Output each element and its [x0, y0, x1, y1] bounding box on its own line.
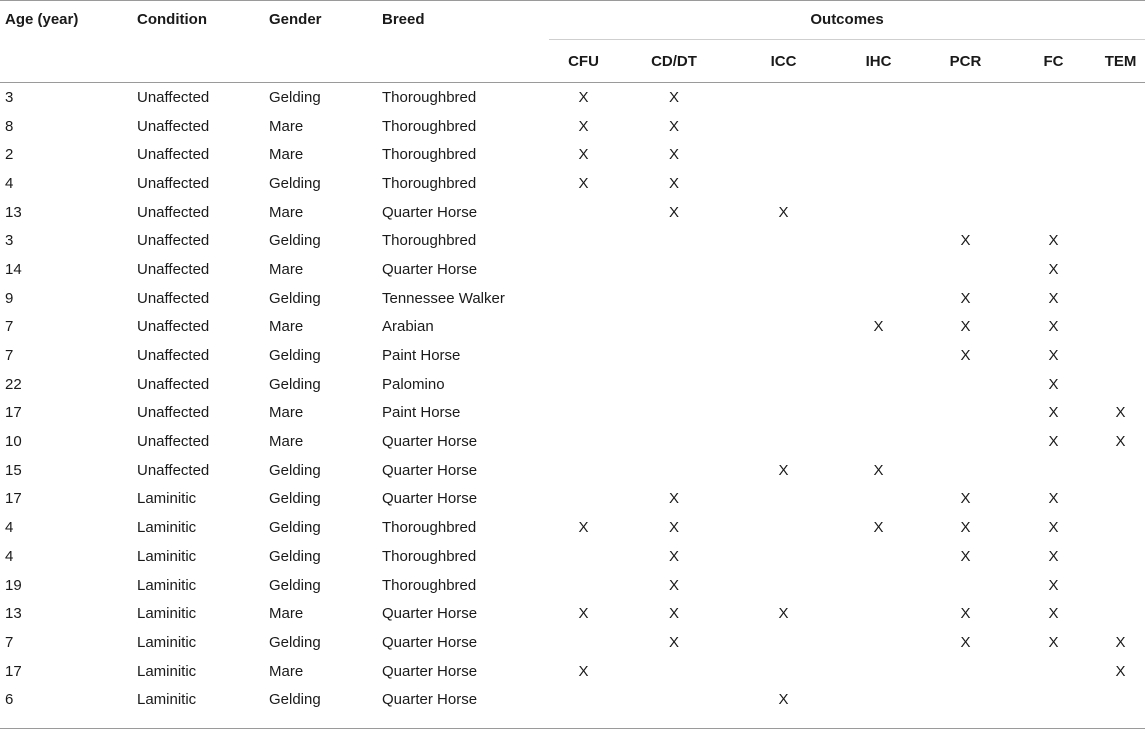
cell-cfu: X [578, 519, 589, 537]
cell-cfu [549, 313, 618, 342]
cell-icc [730, 83, 837, 112]
cell-gender: Mare [269, 318, 304, 336]
cell-icc [730, 571, 837, 600]
cell-tem [1096, 284, 1145, 313]
cell-age: 9 [5, 289, 14, 307]
cell-tem [1096, 513, 1145, 542]
table-row [0, 456, 1145, 485]
cell-cd-dt [618, 370, 730, 399]
cell-icc [730, 485, 837, 514]
header-cfu: CFU [568, 52, 599, 70]
table-row [0, 226, 1145, 255]
table-row [0, 284, 1145, 313]
cell-breed: Arabian [382, 318, 434, 336]
cell-breed: Quarter Horse [382, 662, 478, 680]
cell-gender: Gelding [269, 347, 321, 365]
cell-gender: Mare [269, 605, 304, 623]
cell-pcr [920, 571, 1011, 600]
cell-pcr: X [960, 289, 971, 307]
header-condition: Condition [137, 11, 207, 29]
cell-icc [730, 427, 837, 456]
cell-gender: Gelding [269, 174, 321, 192]
cell-tem [1096, 685, 1145, 714]
cell-cd-dt [618, 255, 730, 284]
cell-pcr [920, 255, 1011, 284]
cell-tem: X [1115, 404, 1126, 422]
header-pcr: PCR [949, 52, 982, 70]
table-row [0, 83, 1145, 112]
cell-fc: X [1048, 576, 1059, 594]
cell-breed: Quarter Horse [382, 461, 478, 479]
cell-cd-dt: X [668, 547, 679, 565]
cell-condition: Unaffected [137, 203, 210, 221]
cell-cd-dt: X [668, 88, 679, 106]
cell-pcr [920, 198, 1011, 227]
cell-pcr [920, 399, 1011, 428]
cell-breed: Quarter Horse [382, 605, 478, 623]
cell-cfu [549, 255, 618, 284]
cell-fc [1011, 657, 1096, 686]
cell-ihc [837, 370, 920, 399]
cell-icc [730, 341, 837, 370]
cell-pcr [920, 427, 1011, 456]
cell-icc: X [778, 605, 789, 623]
header-breed: Breed [382, 11, 425, 29]
cell-age: 4 [5, 174, 14, 192]
cell-cfu [549, 571, 618, 600]
cell-condition: Laminitic [137, 547, 197, 565]
cell-cfu [549, 542, 618, 571]
cell-cfu: X [578, 662, 589, 680]
cell-fc: X [1048, 375, 1059, 393]
cell-age: 17 [5, 662, 22, 680]
cell-cd-dt [618, 341, 730, 370]
cell-cd-dt: X [668, 490, 679, 508]
header-age: Age (year) [5, 11, 79, 29]
cell-fc: X [1048, 289, 1059, 307]
table-row [0, 513, 1145, 542]
cell-cfu [549, 284, 618, 313]
cell-breed: Quarter Horse [382, 633, 478, 651]
table-row [0, 628, 1145, 657]
cell-gender: Gelding [269, 232, 321, 250]
cell-cd-dt: X [668, 633, 679, 651]
cell-age: 13 [5, 605, 22, 623]
cell-condition: Unaffected [137, 174, 210, 192]
header-ihc: IHC [865, 52, 892, 70]
cell-tem: X [1115, 633, 1126, 651]
cell-age: 17 [5, 404, 22, 422]
cell-cfu: X [578, 88, 589, 106]
cell-breed: Quarter Horse [382, 490, 478, 508]
table-row [0, 169, 1145, 198]
header-icc: ICC [770, 52, 797, 70]
cell-breed: Thoroughbred [382, 547, 477, 565]
cell-age: 6 [5, 691, 14, 709]
cell-fc: X [1048, 547, 1059, 565]
cell-fc: X [1048, 260, 1059, 278]
cell-condition: Unaffected [137, 318, 210, 336]
cell-pcr [920, 83, 1011, 112]
table-row [0, 657, 1145, 686]
cell-ihc [837, 685, 920, 714]
cell-fc: X [1048, 433, 1059, 451]
cell-age: 7 [5, 633, 14, 651]
cell-fc [1011, 685, 1096, 714]
cell-tem [1096, 198, 1145, 227]
cell-fc [1011, 140, 1096, 169]
cell-gender: Mare [269, 146, 304, 164]
cell-cd-dt [618, 313, 730, 342]
cell-breed: Thoroughbred [382, 117, 477, 135]
cell-pcr: X [960, 232, 971, 250]
cell-age: 2 [5, 146, 14, 164]
cell-icc [730, 513, 837, 542]
cell-ihc [837, 198, 920, 227]
cell-condition: Unaffected [137, 433, 210, 451]
cell-condition: Unaffected [137, 461, 210, 479]
cell-condition: Laminitic [137, 633, 197, 651]
cell-cfu [549, 456, 618, 485]
cell-ihc [837, 399, 920, 428]
table-row [0, 198, 1145, 227]
cell-cfu [549, 628, 618, 657]
cell-pcr [920, 370, 1011, 399]
cell-pcr [920, 140, 1011, 169]
header-spacer [0, 40, 137, 83]
cell-cd-dt: X [668, 605, 679, 623]
table-row [0, 571, 1145, 600]
table-row [0, 140, 1145, 169]
cell-ihc [837, 140, 920, 169]
header-tem: TEM [1104, 52, 1137, 70]
cell-condition: Laminitic [137, 662, 197, 680]
cell-tem [1096, 485, 1145, 514]
cell-ihc [837, 628, 920, 657]
cell-fc: X [1048, 490, 1059, 508]
table-row [0, 427, 1145, 456]
cell-icc [730, 284, 837, 313]
cell-tem [1096, 542, 1145, 571]
cell-age: 4 [5, 519, 14, 537]
cell-breed: Palomino [382, 375, 445, 393]
table-row [0, 599, 1145, 628]
cell-gender: Mare [269, 203, 304, 221]
cell-icc [730, 140, 837, 169]
cell-age: 14 [5, 260, 22, 278]
cell-age: 4 [5, 547, 14, 565]
cell-pcr: X [960, 347, 971, 365]
cell-cfu: X [578, 605, 589, 623]
table-row [0, 341, 1145, 370]
cell-breed: Thoroughbred [382, 232, 477, 250]
table-row [0, 370, 1145, 399]
cell-cd-dt [618, 399, 730, 428]
header-row-outcomes [0, 40, 1145, 83]
cell-gender: Gelding [269, 633, 321, 651]
cell-ihc [837, 341, 920, 370]
cell-fc: X [1048, 232, 1059, 250]
cell-condition: Unaffected [137, 260, 210, 278]
cell-cfu [549, 226, 618, 255]
cell-fc: X [1048, 347, 1059, 365]
cell-age: 13 [5, 203, 22, 221]
cell-ihc: X [873, 318, 884, 336]
cell-cd-dt: X [668, 146, 679, 164]
cell-condition: Unaffected [137, 404, 210, 422]
cell-icc [730, 169, 837, 198]
cell-ihc [837, 542, 920, 571]
cell-tem [1096, 571, 1145, 600]
cell-fc: X [1048, 404, 1059, 422]
cell-tem [1096, 599, 1145, 628]
cell-fc: X [1048, 605, 1059, 623]
header-fc: FC [1043, 52, 1064, 70]
cell-cd-dt: X [668, 117, 679, 135]
cell-tem [1096, 313, 1145, 342]
cell-cfu [549, 370, 618, 399]
cell-breed: Quarter Horse [382, 203, 478, 221]
cell-age: 3 [5, 88, 14, 106]
cell-gender: Gelding [269, 289, 321, 307]
cell-ihc [837, 169, 920, 198]
cell-cd-dt: X [668, 519, 679, 537]
cell-breed: Thoroughbred [382, 519, 477, 537]
cell-fc [1011, 198, 1096, 227]
cell-ihc [837, 284, 920, 313]
cell-breed: Thoroughbred [382, 576, 477, 594]
table-row [0, 685, 1145, 714]
table-body [0, 83, 1145, 715]
cell-tem: X [1115, 433, 1126, 451]
header-gender: Gender [269, 11, 322, 29]
cell-gender: Gelding [269, 576, 321, 594]
cell-tem [1096, 112, 1145, 141]
cell-fc: X [1048, 633, 1059, 651]
header-outcomes: Outcomes [549, 0, 1145, 40]
cell-ihc [837, 255, 920, 284]
cell-ihc [837, 657, 920, 686]
cell-cd-dt [618, 657, 730, 686]
cell-cd-dt [618, 456, 730, 485]
cell-condition: Laminitic [137, 519, 197, 537]
cell-fc: X [1048, 318, 1059, 336]
cell-gender: Mare [269, 260, 304, 278]
cell-breed: Thoroughbred [382, 146, 477, 164]
cell-tem [1096, 226, 1145, 255]
cell-gender: Gelding [269, 88, 321, 106]
cell-tem [1096, 83, 1145, 112]
cell-tem [1096, 341, 1145, 370]
cell-cd-dt [618, 685, 730, 714]
cell-cd-dt: X [668, 576, 679, 594]
cell-tem [1096, 255, 1145, 284]
cell-tem [1096, 169, 1145, 198]
cell-tem [1096, 140, 1145, 169]
cell-pcr: X [960, 547, 971, 565]
cell-icc [730, 628, 837, 657]
bottom-rule [0, 728, 1145, 729]
cell-icc [730, 112, 837, 141]
cell-condition: Laminitic [137, 605, 197, 623]
cell-breed: Quarter Horse [382, 691, 478, 709]
cell-pcr [920, 657, 1011, 686]
cell-ihc [837, 571, 920, 600]
cell-gender: Gelding [269, 461, 321, 479]
cell-cd-dt [618, 226, 730, 255]
cell-cd-dt: X [668, 203, 679, 221]
cell-icc: X [778, 691, 789, 709]
cell-icc [730, 370, 837, 399]
cell-icc [730, 226, 837, 255]
cell-tem [1096, 370, 1145, 399]
table-row [0, 485, 1145, 514]
cell-breed: Paint Horse [382, 404, 461, 422]
cell-age: 10 [5, 433, 22, 451]
cell-fc: X [1048, 519, 1059, 537]
cell-cfu: X [578, 146, 589, 164]
cell-age: 3 [5, 232, 14, 250]
cell-gender: Gelding [269, 519, 321, 537]
header-row-primary [0, 0, 1145, 40]
cell-cfu: X [578, 174, 589, 192]
table-row [0, 313, 1145, 342]
cell-breed: Quarter Horse [382, 260, 478, 278]
cell-gender: Mare [269, 662, 304, 680]
cell-age: 7 [5, 347, 14, 365]
cell-pcr: X [960, 633, 971, 651]
cell-ihc [837, 485, 920, 514]
cell-age: 22 [5, 375, 22, 393]
cell-condition: Unaffected [137, 88, 210, 106]
cell-condition: Unaffected [137, 232, 210, 250]
cell-condition: Unaffected [137, 375, 210, 393]
cell-cfu [549, 485, 618, 514]
cell-pcr [920, 456, 1011, 485]
cell-pcr [920, 685, 1011, 714]
cell-ihc [837, 226, 920, 255]
cell-cfu [549, 427, 618, 456]
cell-gender: Mare [269, 433, 304, 451]
cell-age: 8 [5, 117, 14, 135]
cell-ihc [837, 112, 920, 141]
cell-pcr: X [960, 490, 971, 508]
cell-condition: Unaffected [137, 289, 210, 307]
cell-condition: Laminitic [137, 691, 197, 709]
cell-cd-dt [618, 427, 730, 456]
cell-icc [730, 313, 837, 342]
cell-icc [730, 657, 837, 686]
cell-ihc [837, 599, 920, 628]
cell-gender: Gelding [269, 547, 321, 565]
cell-age: 15 [5, 461, 22, 479]
table-row [0, 255, 1145, 284]
cell-condition: Unaffected [137, 146, 210, 164]
cell-fc [1011, 169, 1096, 198]
cell-condition: Unaffected [137, 117, 210, 135]
cell-gender: Mare [269, 117, 304, 135]
cell-gender: Gelding [269, 691, 321, 709]
cell-fc [1011, 112, 1096, 141]
cell-condition: Unaffected [137, 347, 210, 365]
cell-icc: X [778, 203, 789, 221]
cell-icc [730, 255, 837, 284]
cell-pcr [920, 169, 1011, 198]
cell-cfu: X [578, 117, 589, 135]
table-row [0, 542, 1145, 571]
cell-breed: Quarter Horse [382, 433, 478, 451]
cell-age: 19 [5, 576, 22, 594]
cell-ihc [837, 83, 920, 112]
cell-cd-dt: X [668, 174, 679, 192]
cell-pcr: X [960, 318, 971, 336]
cell-gender: Gelding [269, 375, 321, 393]
cell-tem: X [1115, 662, 1126, 680]
header-cd-dt: CD/DT [651, 52, 697, 70]
cell-breed: Thoroughbred [382, 174, 477, 192]
header-spacer [382, 40, 549, 83]
cell-breed: Thoroughbred [382, 88, 477, 106]
cell-fc [1011, 456, 1096, 485]
header-spacer [269, 40, 382, 83]
cell-gender: Mare [269, 404, 304, 422]
cell-breed: Paint Horse [382, 347, 461, 365]
table-row [0, 399, 1145, 428]
cell-icc: X [778, 461, 789, 479]
cell-ihc: X [873, 461, 884, 479]
cell-fc [1011, 83, 1096, 112]
cell-cfu [549, 341, 618, 370]
header-spacer [137, 40, 269, 83]
cell-age: 7 [5, 318, 14, 336]
cell-cd-dt [618, 284, 730, 313]
cell-age: 17 [5, 490, 22, 508]
cell-condition: Laminitic [137, 576, 197, 594]
cell-cfu [549, 685, 618, 714]
cell-breed: Tennessee Walker [382, 289, 505, 307]
cell-pcr: X [960, 519, 971, 537]
cell-pcr: X [960, 605, 971, 623]
cell-ihc: X [873, 519, 884, 537]
cell-ihc [837, 427, 920, 456]
cell-cfu [549, 399, 618, 428]
cell-icc [730, 399, 837, 428]
cell-tem [1096, 456, 1145, 485]
cell-icc [730, 542, 837, 571]
cell-cfu [549, 198, 618, 227]
table-row [0, 112, 1145, 141]
cell-pcr [920, 112, 1011, 141]
cell-condition: Laminitic [137, 490, 197, 508]
cell-gender: Gelding [269, 490, 321, 508]
